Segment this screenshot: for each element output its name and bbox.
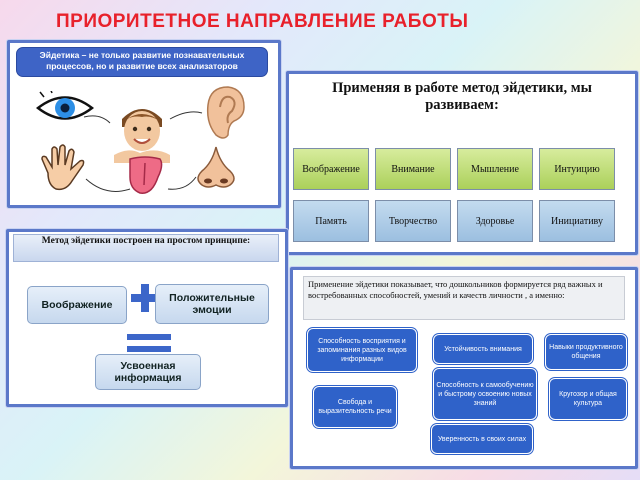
ability-culture: Кругозор и общая культура [549, 378, 627, 420]
analyzers-panel [7, 40, 281, 208]
principle-heading: Метод эйдетики построен на простом принципе: [13, 234, 279, 262]
abilities-panel [290, 267, 638, 469]
skill-cell-imagination: Воображение [293, 148, 369, 190]
equals-icon [127, 334, 171, 354]
skill-cell-initiative: Инициативу [539, 200, 615, 242]
ability-perception: Способность восприятия и запоминания разных видов информации [307, 328, 417, 372]
ability-speech: Свобода и выразительность речи [313, 386, 397, 428]
skill-cell-intuition: Интуицию [539, 148, 615, 190]
ability-communication: Навыки продуктивного общения [545, 334, 627, 370]
page-title: ПРИОРИТЕТНОЕ НАПРАВЛЕНИЕ РАБОТЫ [56, 11, 469, 32]
skill-cell-memory: Память [293, 200, 369, 242]
ability-attention: Устойчивость внимания [433, 334, 533, 364]
develop-panel [286, 71, 638, 255]
ability-confidence: Уверенность в своих силах [431, 424, 533, 454]
abilities-text: Применение эйдетики показывает, что дошкольников формируется ряд важных и востребованных способностей, умений и качеств личности , а именно: [303, 276, 625, 320]
skill-cell-health: Здоровье [457, 200, 533, 242]
analyzers-banner: Эйдетика – не только развитие познавательных процессов, но и развитие всех анализаторов [16, 47, 268, 77]
result-box: Усвоенная информация [95, 354, 201, 390]
connector-lines [10, 43, 278, 205]
imagination-box: Воображение [27, 286, 127, 324]
ability-self-learning: Способность к самообучению и быстрому освоению новых знаний [433, 368, 537, 420]
emotions-box: Положительные эмоции [155, 284, 269, 324]
skill-cell-thinking: Мышление [457, 148, 533, 190]
skill-cell-creativity: Творчество [375, 200, 451, 242]
develop-heading: Применяя в работе метод эйдетики, мы развиваем: [332, 80, 592, 113]
principle-panel [6, 229, 288, 407]
skill-cell-attention: Внимание [375, 148, 451, 190]
